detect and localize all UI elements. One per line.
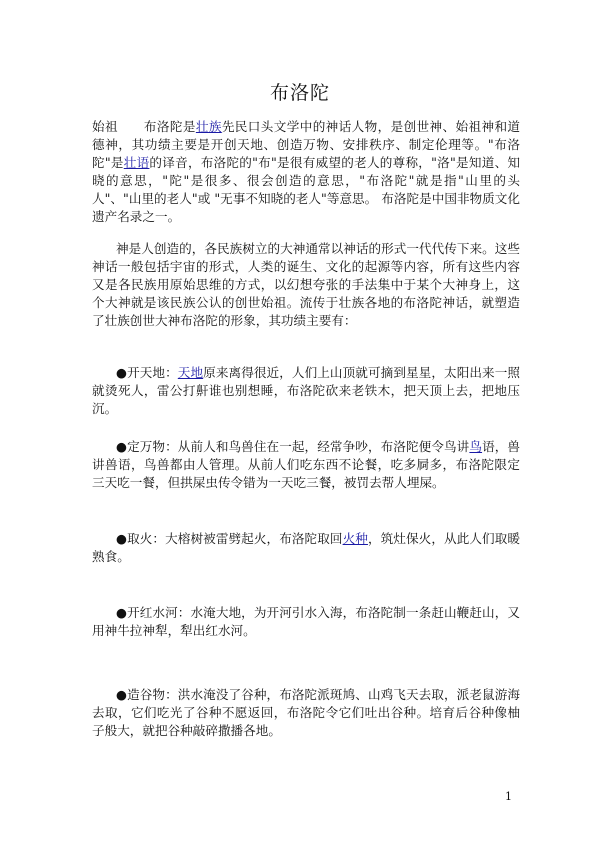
page-title: 布洛陀 bbox=[269, 82, 330, 104]
myth-paragraph: 神是人创造的，各民族树立的大神通常以神话的形式一代代传下来。这些神话一般包括宇宙的形式，人类的诞生、文化的起源等内容，所有这些内容又是各民族用原始思维的方式，以幻想夸张的手法集中于某个大神身上，这个大神就是该民族公认的创世始祖。流传于壮族各地的布洛陀神话，就塑造了壮族创世大神布洛陀的形象，其功绩主要有： bbox=[92, 241, 520, 328]
link-huozhong[interactable]: 火种 bbox=[342, 531, 368, 546]
feat-hongshui-he: ●开红水河：水淹大地，为开河引水入海，布洛陀制一条赶山鞭赶山，又用神牛拉神犁，犁出红水河。 bbox=[92, 605, 520, 638]
feat-ding-wanwu bbox=[92, 438, 520, 492]
intro-text-a: 始祖 布洛陀是 bbox=[92, 119, 196, 134]
link-zhuangzu[interactable]: 壮族 bbox=[195, 119, 222, 134]
feat-ding-wanwu-b: 语，兽讲兽语，鸟兽都由人管理。从前人们吃东西不论餐，吃多屙多，布洛陀限定三天吃一餐，但拱屎虫传令错为一天吃三餐，被罚去帮人埋屎。 bbox=[92, 439, 521, 490]
feat-ding-wanwu-a: ●定万物：从前人和鸟兽住在一起，经常争吵，布洛陀便令鸟讲 bbox=[116, 439, 470, 454]
intro-text-c: 的译音，布洛陀的"布"是很有威望的老人的尊称，"洛"是知道、知晓的意思，"陀"是很多、很会创造的意思，"布洛陀"就是指"山里的头人"、"山里的老人"或 "无事不知晓的老人"等意思。 布洛陀是中国非物质文化遗产名录之一。 bbox=[92, 155, 521, 224]
feat-kai-tiandi-b: 原来离得很近，人们上山顶就可摘到星星，太阳出来一照就烫死人，雷公打鼾谁也别想睡，布洛陀砍来老铁木，把天顶上去，把地压沉。 bbox=[92, 365, 521, 416]
feat-qu-huo-b: ，筑灶保火，从此人们取暖熟食。 bbox=[92, 531, 520, 564]
feat-qu-huo-a: ●取火：大榕树被雷劈起火，布洛陀取回 bbox=[116, 531, 343, 546]
link-zhuangyu[interactable]: 壮语 bbox=[123, 155, 150, 170]
intro-text-b: 先民口头文学中的神话人物，是创世神、始祖神和道德神，其功绩主要是开创天地、创造万物、安排秩序、制定伦理等。"布洛陀"是 bbox=[92, 119, 521, 170]
feat-qu-huo bbox=[92, 530, 520, 566]
link-niao[interactable]: 鸟 bbox=[469, 439, 483, 454]
page-number: 1 bbox=[505, 790, 512, 803]
feat-kai-tiandi bbox=[92, 364, 520, 418]
feat-kai-tiandi-a: ●开天地： bbox=[116, 365, 178, 380]
intro-paragraph bbox=[92, 118, 520, 226]
link-tiandi[interactable]: 天地 bbox=[177, 365, 204, 380]
feat-zao-guwu: ●造谷物：洪水淹没了谷种，布洛陀派斑鸠、山鸡飞天去取，派老鼠游海去取，它们吃光了谷种不愿返回，布洛陀令它们吐出谷种。培育后谷种像柚子般大，就把谷种敲碎撒播各地。 bbox=[92, 687, 520, 738]
